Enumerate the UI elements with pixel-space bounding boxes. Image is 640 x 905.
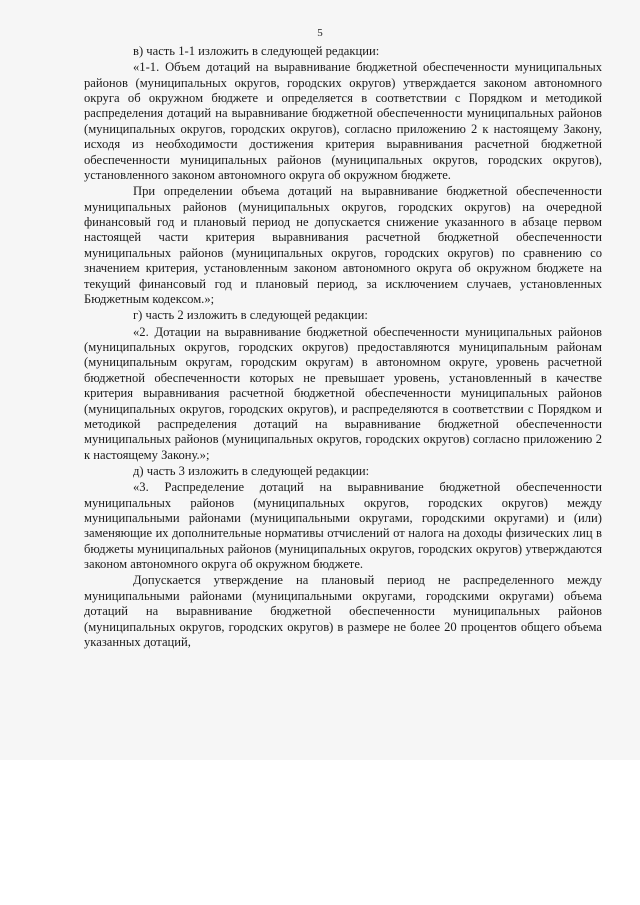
paragraph-part-3-text: «3. Распределение дотаций на выравнивание бюджетной обеспеченности муниципальных районов (муниципальных округов, городских округов) между муниципальными районами (муниципальными округами, городскими округами) и (или) заменяющие их дополнительные нормативы отчислений от налога на доходы физических лиц в бюджеты муниципальных районов (муниципальных округов, городских округов) утверждаются законом автономного округа об окружном бюджете. [84, 480, 602, 572]
blank-area [0, 760, 640, 905]
paragraph-amend-part-3: д) часть 3 изложить в следующей редакции: [133, 463, 370, 478]
paragraph-part-2-text: «2. Дотации на выравнивание бюджетной обеспеченности муниципальных районов (муниципальных округов, городских округов) предоставляются муниципальным районам (муниципальным округам, городским округам) в автономном округе, уровень расчетной бюджетной обеспеченности которых не превышает уровень, установленный в качестве критерия выравнивания расчетной бюджетной обеспеченности муниципальных районов (муниципальных округов, городских округов), и распределяются в соответствии с Порядком и методикой распределения дотаций на выравнивание бюджетной обеспеченности муниципальных районов (муниципальных округов, городских округов) согласно приложению 2 к настоящему Закону.»; [84, 324, 602, 462]
paragraph-part-3-second: Допускается утверждение на плановый период не распределенного между муниципальными районами (муниципальными округами, городскими округами) объема дотаций на выравнивание бюджетной обеспеченности муниципальных районов (муниципальных округов, городских округов) в размере не более 20 процентов общего объема указанных дотаций, [84, 573, 602, 650]
paragraph-amend-part-2: г) часть 2 изложить в следующей редакции: [133, 308, 368, 323]
page-number: 5 [317, 27, 323, 39]
document-body [84, 44, 602, 650]
paragraph-part-1-1-second: При определении объема дотаций на выравнивание бюджетной обеспеченности муниципальных районов (муниципальных округов, городских округов) на очередной финансовый год и плановый период не допускается снижение указанного в абзаце первом настоящей части критерия выравнивания расчетной бюджетной обеспеченности муниципальных районов (муниципальных округов, городских округов) по сравнению со значением критерия, установленным законом автономного округа об окружном бюджете на текущий финансовый год и плановый период, за исключением случаев, установленных Бюджетным кодексом.»; [84, 184, 602, 307]
paragraph-amend-part-1-1: в) часть 1-1 изложить в следующей редакции: [133, 44, 380, 58]
paragraph-part-1-1-text: «1-1. Объем дотаций на выравнивание бюджетной обеспеченности муниципальных районов (муниципальных округов, городских округов) утверждается законом автономного округа об окружном бюджете и определяется в соответствии с Порядком и методикой распределения дотаций на выравнивание бюджетной обеспеченности муниципальных районов (муниципальных округов, городских округов), согласно приложению 2 к настоящему Закону, исходя из необходимости достижения критерия выравнивания расчетной бюджетной обеспеченности муниципальных районов (муниципальных округов, городских округов), установленного законом автономного округа об окружном бюджете. [84, 60, 602, 183]
